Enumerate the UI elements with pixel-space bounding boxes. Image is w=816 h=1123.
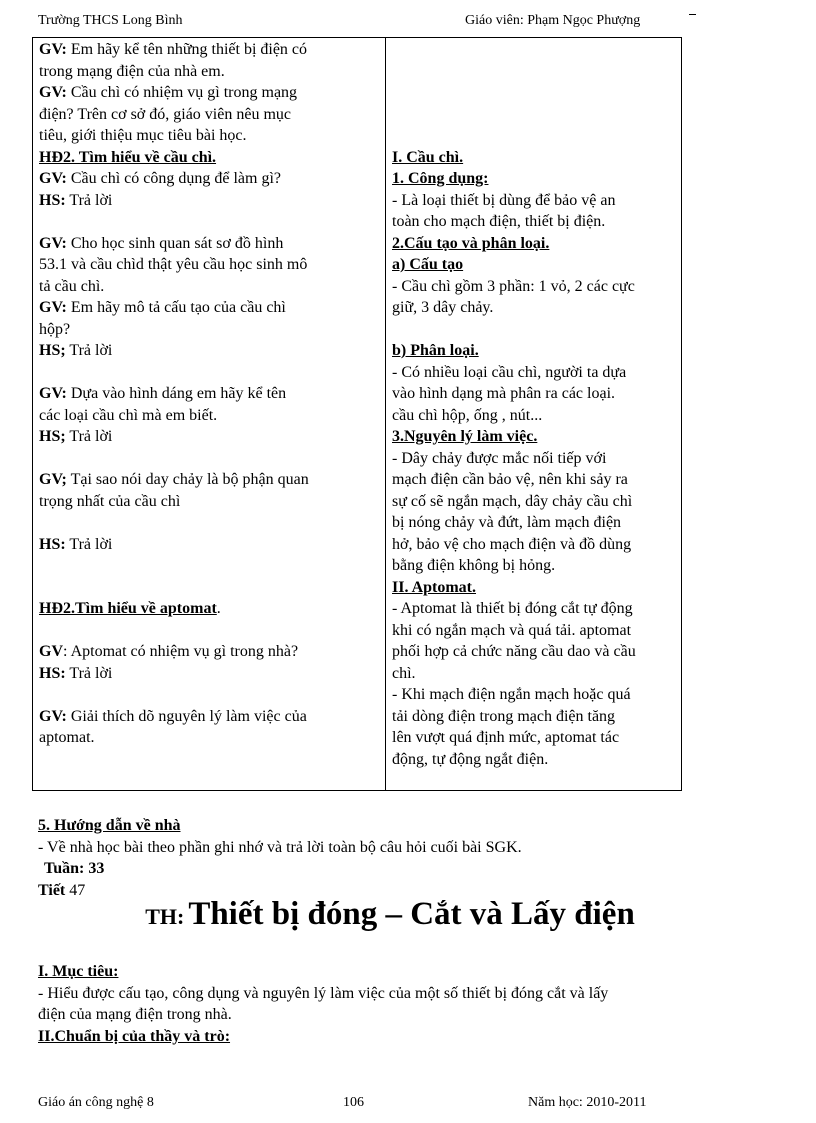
right-line: [392, 426, 675, 448]
goals-line-2: điện của mạng điện trong nhà.: [38, 1006, 232, 1023]
line-text: chì.: [392, 664, 416, 682]
goals-heading: I. Mục tiêu:: [38, 963, 119, 980]
speaker-label: GV:: [39, 385, 67, 402]
left-line: [39, 168, 379, 190]
header-teacher: Giáo viên: Phạm Ngọc Phượng: [465, 13, 641, 28]
right-line: [392, 383, 675, 405]
line-text: Trả lời: [65, 191, 113, 209]
section-heading: HĐ2. Tìm hiểu về cầu chì.: [39, 148, 217, 166]
footer-subject: Giáo án công nghệ 8: [38, 1095, 154, 1110]
speaker-label: GV:: [39, 170, 67, 187]
line-text: điện? Trên cơ sở đó, giáo viên nêu mục: [39, 105, 291, 123]
left-line: [39, 125, 379, 147]
speaker-label: GV;: [39, 471, 67, 488]
right-line: [392, 254, 675, 276]
speaker-label: GV: [39, 643, 63, 660]
line-text: - Aptomat là thiết bị đóng cắt tự động: [392, 600, 633, 617]
line-text: các loại cầu chì mà em biết.: [39, 406, 218, 424]
section-heading: b) Phân loại.: [392, 342, 479, 359]
right-line: [392, 727, 675, 749]
line-text: Trả lời: [65, 535, 113, 553]
line-text: Em hãy mô tả cấu tạo của cầu chì: [66, 299, 286, 316]
right-line: [392, 577, 675, 599]
prep-heading: II.Chuẩn bị của thầy và trò:: [38, 1027, 231, 1045]
right-line: [392, 448, 675, 470]
speaker-label: GV:: [39, 41, 67, 58]
goals-line-1: - Hiểu được cấu tạo, công dụng và nguyên lý làm việc của một số thiết bị đóng cắt và lấy: [38, 984, 609, 1002]
section-heading: I. Cầu chì.: [392, 148, 464, 166]
homework-text: - Về nhà học bài theo phần ghi nhớ và trả lời toàn bộ câu hỏi cuối bài SGK.: [38, 838, 522, 856]
line-text: Cầu chì có nhiệm vụ gì trong mạng: [66, 84, 298, 101]
line-text: tả cầu chì.: [39, 277, 105, 295]
left-line: [39, 276, 379, 298]
line-tail: .: [216, 600, 221, 617]
left-line: [39, 190, 379, 212]
left-line: [39, 61, 379, 83]
content-column: [386, 38, 682, 791]
left-line: [39, 340, 379, 362]
line-text: Cho học sinh quan sát sơ đồ hình: [66, 234, 284, 252]
line-text: - Dây chảy được mắc nối tiếp với: [392, 449, 607, 467]
left-line: [39, 39, 379, 61]
right-line: [392, 663, 675, 685]
right-line: [392, 147, 675, 169]
activities-column: [33, 38, 386, 791]
speaker-label: HS;: [39, 342, 66, 359]
right-line: [392, 512, 675, 534]
line-text: Giải thích dõ nguyên lý làm việc của: [66, 707, 307, 725]
section-heading: a) Cấu tạo: [392, 256, 464, 273]
period-value: 47: [65, 881, 86, 899]
left-line: [39, 663, 379, 685]
right-line: [392, 620, 675, 642]
line-text: Trả lời: [65, 342, 113, 359]
line-text: hở, bảo vệ cho mạch điện và đồ dùng: [392, 535, 632, 553]
right-line: [392, 555, 675, 577]
left-line: [39, 147, 379, 169]
left-line: [39, 297, 379, 319]
period-label: Tiết: [38, 881, 66, 899]
right-line: [392, 534, 675, 556]
left-line: [39, 727, 379, 749]
line-text: giữ, 3 dây chảy.: [392, 299, 494, 316]
left-line: [39, 82, 379, 104]
right-line: [392, 362, 675, 384]
header-school: Trường THCS Long Bình: [38, 13, 183, 28]
section-heading: 3.Nguyên lý làm việc.: [392, 428, 538, 445]
goals-section: [38, 961, 750, 1047]
section-heading: 2.Cấu tạo và phân loại.: [392, 234, 550, 252]
left-line: [39, 319, 379, 341]
left-line: [39, 706, 379, 728]
right-line: [392, 190, 675, 212]
right-line: [392, 340, 675, 362]
footer-page-number: 106: [343, 1095, 364, 1110]
right-line: [392, 168, 675, 190]
line-text: aptomat.: [39, 729, 95, 746]
right-line: [392, 297, 675, 319]
line-text: hộp?: [39, 320, 71, 338]
left-line: [39, 383, 379, 405]
left-line: [39, 641, 379, 663]
speaker-label: GV:: [39, 234, 67, 252]
section-heading: HĐ2.Tìm hiểu về aptomat: [39, 600, 217, 617]
line-text: sự cố sẽ ngắn mạch, dây chảy cầu chì: [392, 492, 633, 510]
left-line: [39, 426, 379, 448]
line-text: - Cầu chì gồm 3 phần: 1 vỏ, 2 các cực: [392, 277, 635, 295]
right-line: [392, 641, 675, 663]
header-dash: [689, 14, 696, 15]
left-line: [39, 104, 379, 126]
line-text: Dựa vào hình dáng em hãy kể tên: [66, 385, 287, 402]
line-text: khi có ngắn mạch và quá tải. aptomat: [392, 621, 632, 639]
left-line: [39, 469, 379, 491]
left-line: [39, 233, 379, 255]
right-line: [392, 233, 675, 255]
right-line: [392, 749, 675, 771]
line-text: lên vượt quá định mức, aptomat tác: [392, 729, 620, 746]
line-text: - Khi mạch điện ngắn mạch hoặc quá: [392, 686, 631, 703]
section-heading: 1. Công dụng:: [392, 170, 489, 187]
line-text: bị nóng chảy và đứt, làm mạch điện: [392, 514, 622, 531]
right-line: [392, 684, 675, 706]
left-line: [39, 254, 379, 276]
line-text: vào hình dạng mà phân ra các loại.: [392, 385, 616, 402]
line-text: tiêu, giới thiệu mục tiêu bài học.: [39, 127, 247, 144]
line-text: bằng điện không bị hỏng.: [392, 557, 556, 574]
line-text: - Là loại thiết bị dùng để bảo vệ an: [392, 191, 616, 209]
line-text: Tại sao nói day chảy là bộ phận quan: [66, 471, 309, 488]
line-text: - Có nhiều loại cầu chì, người ta dựa: [392, 363, 627, 381]
lesson-table: [32, 37, 682, 791]
line-text: : Aptomat có nhiệm vụ gì trong nhà?: [63, 643, 299, 660]
right-line: [392, 469, 675, 491]
speaker-label: HS;: [39, 428, 66, 445]
homework-section: [38, 815, 758, 901]
line-text: trọng nhất của cầu chì: [39, 492, 181, 510]
line-text: phối hợp cả chức năng cầu dao và cầu: [392, 643, 636, 660]
section-heading: II. Aptomat.: [392, 578, 477, 596]
line-text: Trả lời: [65, 428, 113, 445]
line-text: cầu chì hộp, ống , nút...: [392, 406, 543, 424]
right-line: [392, 405, 675, 427]
homework-heading: 5. Hướng dẫn về nhà: [38, 817, 181, 834]
lesson-title: [0, 896, 780, 933]
line-text: Trả lời: [65, 664, 113, 682]
left-line: [39, 598, 379, 620]
speaker-label: GV:: [39, 84, 67, 101]
line-text: trong mạng điện của nhà em.: [39, 62, 225, 80]
footer-school-year: Năm học: 2010-2011: [528, 1095, 647, 1110]
right-line: [392, 706, 675, 728]
speaker-label: HS:: [39, 191, 66, 209]
speaker-label: GV:: [39, 707, 67, 725]
right-line: [392, 491, 675, 513]
line-text: Cầu chì có công dụng để làm gì?: [66, 170, 282, 187]
line-text: động, tự động ngắt điện.: [392, 750, 549, 768]
lesson-title-main: Thiết bị đóng – Cắt và Lấy điện: [188, 896, 635, 932]
left-line: [39, 405, 379, 427]
line-text: toàn cho mạch điện, thiết bị điện.: [392, 213, 606, 230]
speaker-label: GV:: [39, 299, 67, 316]
speaker-label: HS:: [39, 535, 66, 553]
line-text: 53.1 và cầu chìd thật yêu cầu học sinh mô: [39, 256, 308, 273]
speaker-label: HS:: [39, 664, 66, 682]
right-line: [392, 211, 675, 233]
left-line: [39, 534, 379, 556]
line-text: tải dòng điện trong mạch điện tăng: [392, 707, 616, 725]
right-line: [392, 598, 675, 620]
line-text: mạch điện cần bảo vệ, nên khi sảy ra: [392, 471, 628, 488]
right-line: [392, 276, 675, 298]
line-text: Em hãy kể tên những thiết bị điện có: [66, 41, 308, 58]
week-label: Tuần: 33: [44, 860, 105, 877]
left-line: [39, 491, 379, 513]
lesson-title-prefix: TH:: [145, 904, 185, 929]
